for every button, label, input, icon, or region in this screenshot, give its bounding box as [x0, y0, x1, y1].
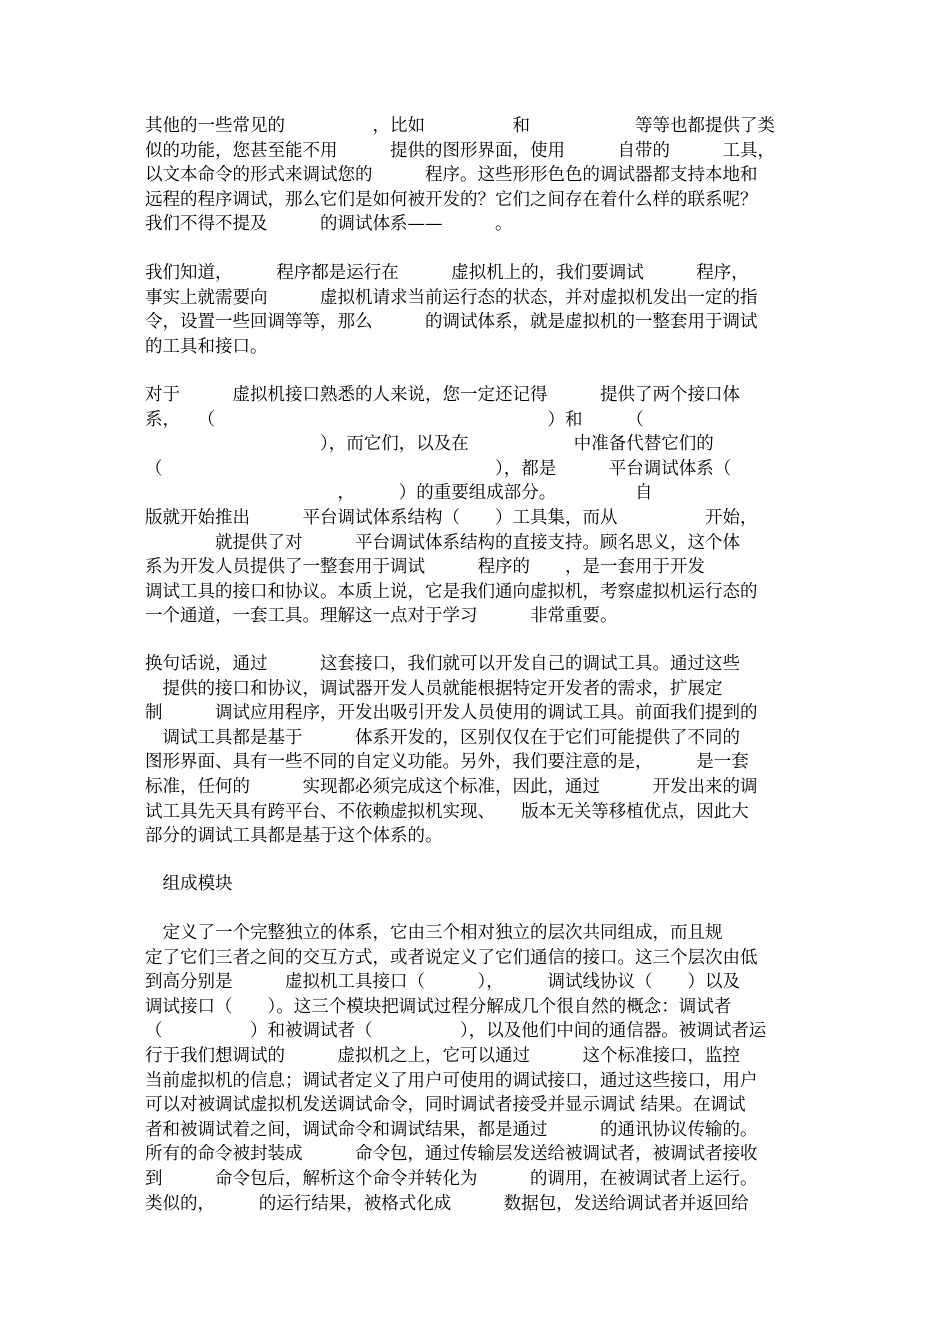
text-line: 类似的， 的运行结果，被格式化成 数据包，发送给调试者并返回给 [145, 1193, 749, 1214]
heading-text: 组成模块 [145, 874, 233, 894]
text-line: 图形界面、具有一些不同的自定义功能。另外，我们要注意的是， 是一套 [145, 752, 749, 773]
text-line: （ ），都是 平台调试体系（ [145, 458, 732, 479]
paragraph-4 [145, 652, 810, 849]
text-line: 其他的一些常见的 ，比如 和 等等也都提供了类 [145, 116, 775, 136]
text-line: ），而它们，以及在 中准备代替它们的 [145, 434, 714, 455]
section-heading [145, 872, 810, 897]
text-line: 一个通道，一套工具。理解这一点对于学习 非常重要。 [145, 606, 618, 627]
text-line: 远程的程序调试，那么它们是如何被开发的？它们之间存在着什么样的联系呢？ [145, 189, 758, 210]
text-line: 对于 虚拟机接口熟悉的人来说，您一定还记得 提供了两个接口体 [145, 385, 740, 405]
text-line: 可以对被调试虚拟机发送调试命令，同时调试者接受并显示调试 结果。在调试 [145, 1095, 746, 1116]
text-line: 制 调试应用程序，开发出吸引开发人员使用的调试工具。前面我们提到的 [145, 703, 758, 724]
text-line: 当前虚拟机的信息；调试者定义了用户可使用的调试接口，通过这些接口，用户 [145, 1070, 758, 1091]
text-line: 所有的命令被封装成 命令包，通过传输层发送给被调试者，被调试者接收 [145, 1144, 758, 1165]
text-line: 系， （ ）和 （ [145, 409, 644, 430]
text-line: 换句话说，通过 这套接口，我们就可以开发自己的调试工具。通过这些 [145, 654, 740, 674]
text-line: 我们知道， 程序都是运行在 虚拟机上的，我们要调试 程序， [145, 263, 749, 283]
text-line: 调试工具都是基于 体系开发的，区别仅仅在于它们可能提供了不同的 [145, 727, 740, 748]
text-line: 定了它们三者之间的交互方式，或者说定义了它们通信的接口。这三个层次由低 [145, 947, 758, 968]
text-line: 标准，任何的 实现都必须完成这个标准，因此，通过 开发出来的调 [145, 776, 758, 797]
text-line: 似的功能，您甚至能不用 提供的图形界面，使用 自带的 工具， [145, 140, 775, 161]
text-line: 提供的接口和协议，调试器开发人员就能根据特定开发者的需求，扩展定 [145, 678, 723, 699]
text-line: 到高分别是 虚拟机工具接口（ ）， 调试线协议（ ）以及 [145, 972, 740, 993]
paragraph-1 [145, 114, 810, 237]
text-line: 到 命令包后，解析这个命令并转化为 的调用，在被调试者上运行。 [145, 1168, 758, 1189]
text-line: 我们不得不提及 的调试体系—— 。 [145, 214, 513, 235]
text-line: 试工具先天具有跨平台、不依赖虚拟机实现、 版本无关等移植优点，因此大 [145, 801, 749, 822]
text-line: 令，设置一些回调等等，那么 的调试体系，就是虚拟机的一整套用于调试 [145, 312, 758, 333]
text-line: （ ）和被调试者（ ），以及他们中间的通信器。被调试者运 [145, 1021, 767, 1042]
paragraph-5 [145, 921, 810, 1216]
paragraph-2 [145, 261, 810, 359]
text-line: 事实上就需要向 虚拟机请求当前运行态的状态，并对虚拟机发出一定的指 [145, 287, 758, 308]
text-line: 定义了一个完整独立的体系，它由三个相对独立的层次共同组成，而且规 [145, 923, 723, 943]
text-line: 以文本命令的形式来调试您的 程序。这些形形色色的调试器都支持本地和 [145, 165, 758, 186]
text-line: 者和被调试着之间，调试命令和调试结果，都是通过 的通讯协议传输的。 [145, 1119, 758, 1140]
text-line: 就提供了对 平台调试体系结构的直接支持。顾名思义，这个体 [145, 532, 740, 553]
text-line: 调试工具的接口和协议。本质上说，它是我们通向虚拟机，考察虚拟机运行态的 [145, 581, 758, 602]
text-line: ， ）的重要组成部分。 自 [145, 483, 653, 504]
text-line: 行于我们想调试的 虚拟机之上，它可以通过 这个标准接口，监控 [145, 1045, 740, 1066]
text-line: 版就开始推出 平台调试体系结构（ ）工具集，而从 开始， [145, 507, 758, 528]
paragraph-3 [145, 383, 810, 629]
text-line: 调试接口（ ）。这三个模块把调试过程分解成几个很自然的概念：调试者 [145, 996, 732, 1017]
text-line: 的工具和接口。 [145, 336, 268, 357]
text-line: 系为开发人员提供了一整套用于调试 程序的 ，是一套用于开发 [145, 557, 705, 578]
text-line: 部分的调试工具都是基于这个体系的。 [145, 826, 443, 847]
